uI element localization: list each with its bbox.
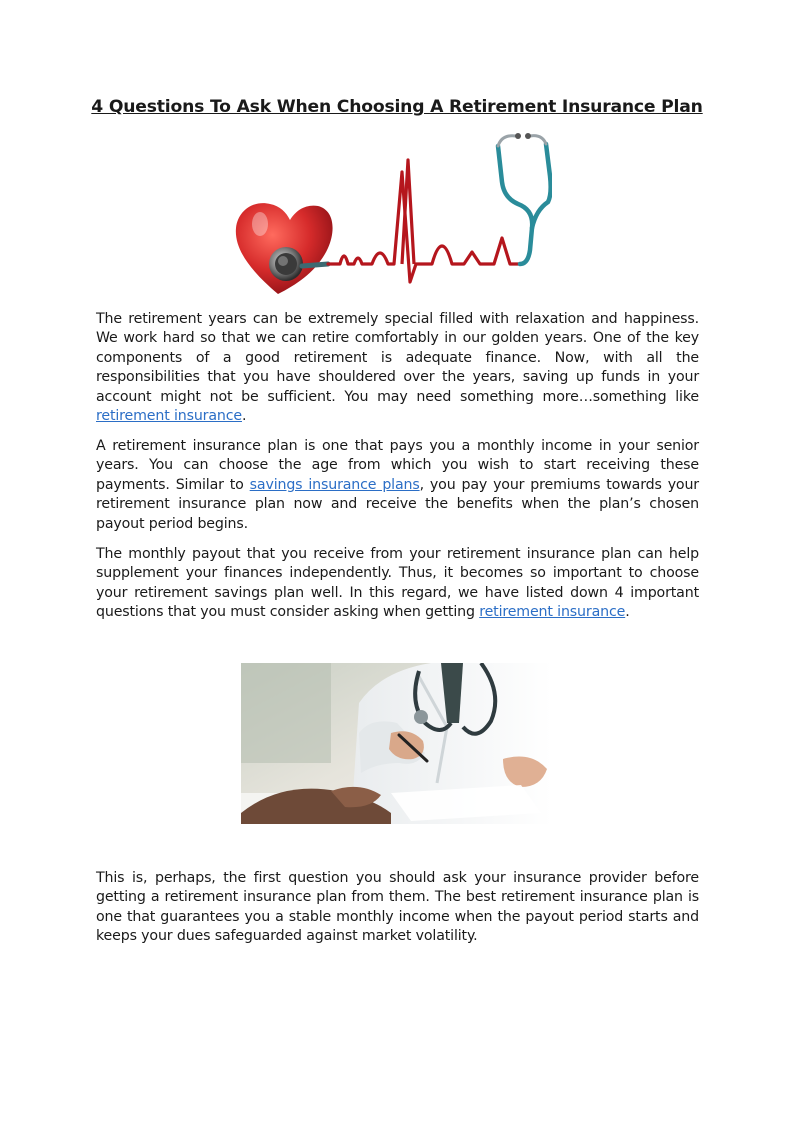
heart-stethoscope-image — [232, 132, 552, 298]
definition-paragraph — [96, 437, 699, 534]
savings-insurance-plans-link[interactable]: savings insurance plans — [249, 476, 420, 493]
doctor-consultation-image — [241, 663, 552, 824]
heart-ecg-illustration — [232, 132, 552, 298]
payout-paragraph — [96, 545, 699, 623]
payout-end: . — [625, 604, 630, 621]
doctor-photo-illustration — [241, 663, 552, 824]
retirement-insurance-link-2[interactable]: retirement insurance — [479, 604, 626, 621]
question-1-answer: This is, perhaps, the first question you should ask your insurance provider before getting a retirement insurance plan from them. The best retirement insurance plan is one that guarantees you a stable monthly income when the payout period starts and keeps your dues safeguarded against market volatility. — [96, 870, 699, 945]
definition-text-before: A retirement insurance plan is one that pays you a monthly income in your senior years. You can choose the age from which you wish to start receiving these payments. Similar to — [96, 438, 699, 493]
question-1-heading — [120, 838, 700, 857]
intro-end: . — [241, 408, 247, 425]
retirement-insurance-link-1[interactable]: retirement insurance — [96, 408, 242, 425]
intro-paragraph — [96, 310, 699, 426]
page-title: 4 Questions To Ask When Choosing A Retirement Insurance Plan — [91, 97, 703, 117]
definition-text-after: , you pay your premiums towards your retirement insurance plan now and receive the benefits when the plan’s chosen payout period begins. — [96, 476, 699, 532]
intro-text: The retirement years can be extremely special filled with relaxation and happiness. We work hard so that we can retire comfortably in our golden years. One of the key components of a good retirement is adequate finance. Now, with all the responsibilities that you have shouldered over the years, saving up funds in your account might not be sufficient. You may need something more…something like — [96, 311, 699, 405]
payout-text: The monthly payout that you receive from your retirement insurance plan can help supplement your finances independently. Thus, it becomes so important to choose your retirement savings plan well. In this regard, we have listed down 4 important questions that you must consider asking when getting — [96, 546, 699, 621]
ecg-line — [328, 172, 520, 282]
